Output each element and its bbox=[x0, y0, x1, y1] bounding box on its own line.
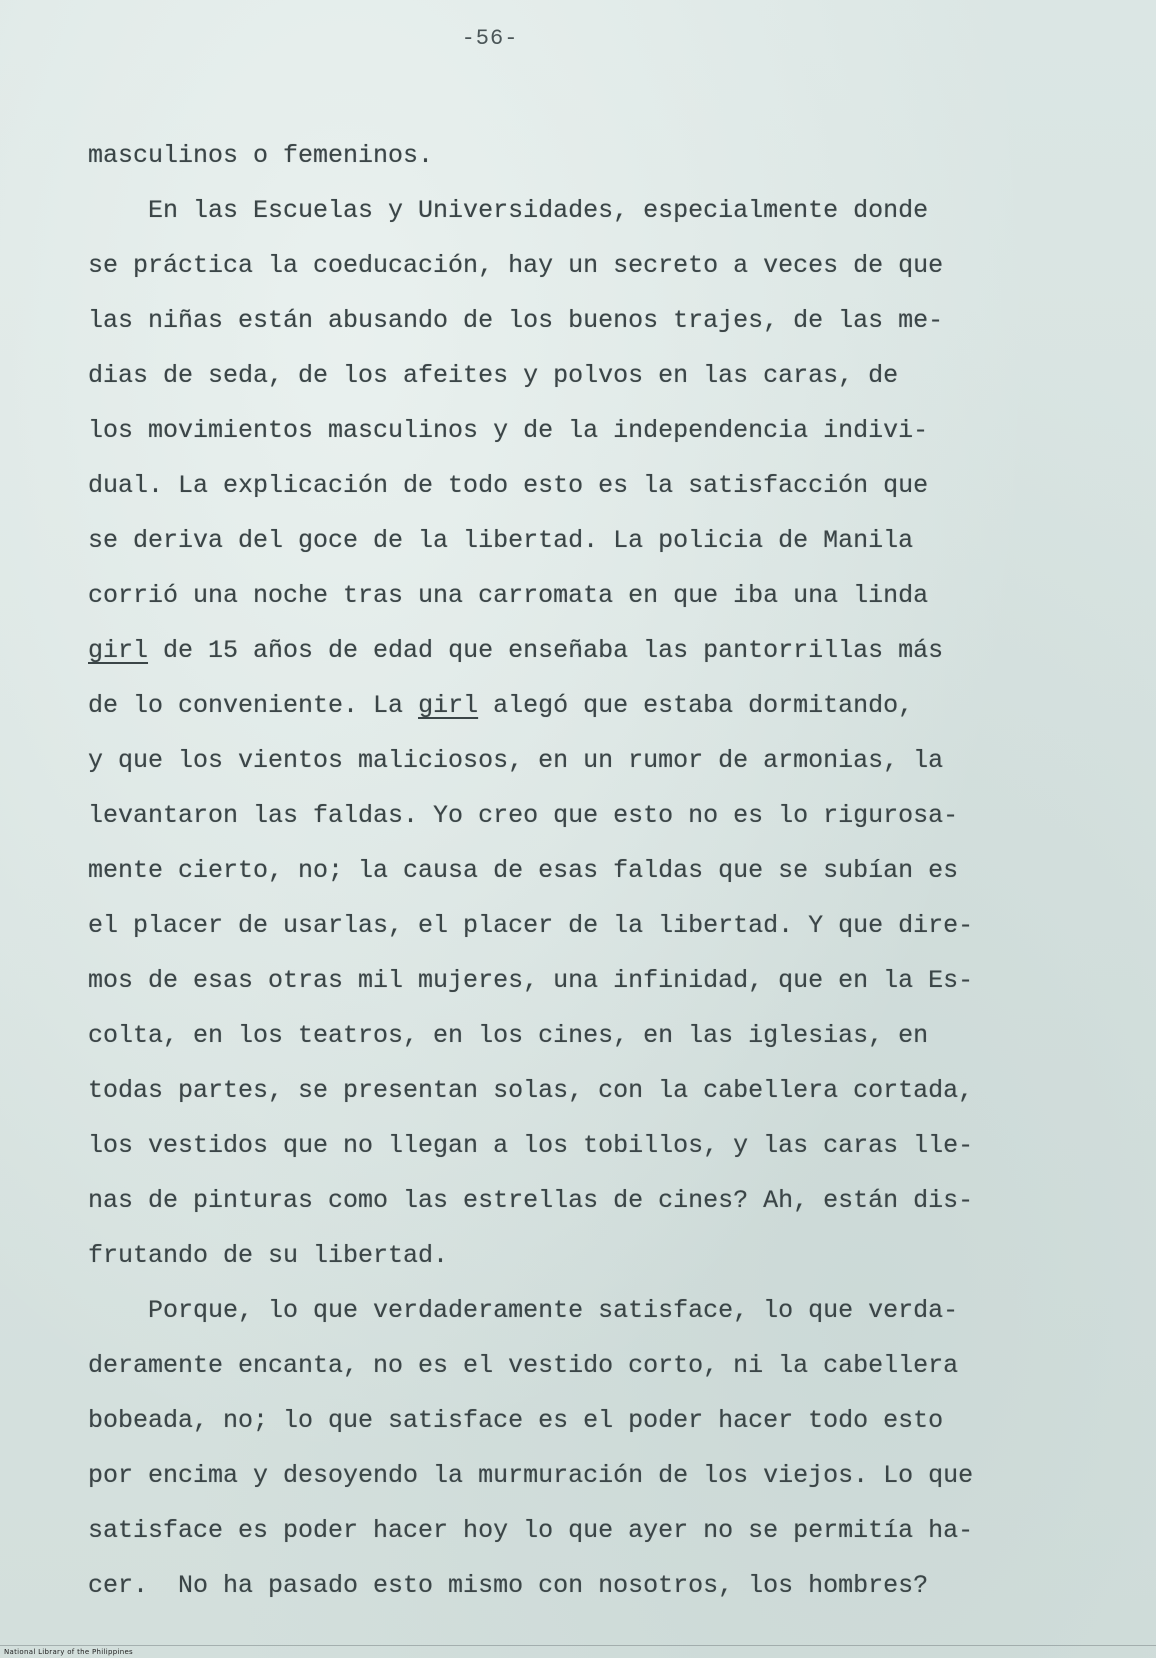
text-line: los movimientos masculinos y de la independencia indivi- bbox=[88, 416, 929, 445]
text-line: el placer de usarlas, el placer de la libertad. Y que dire- bbox=[88, 911, 974, 940]
text-line: nas de pinturas como las estrellas de cines? Ah, están dis- bbox=[88, 1186, 974, 1215]
text-line: masculinos o femeninos. bbox=[88, 141, 434, 170]
text-line: los vestidos que no llegan a los tobillos, y las caras lle- bbox=[88, 1131, 974, 1160]
text-line: dual. La explicación de todo esto es la satisfacción que bbox=[88, 471, 929, 500]
underlined-word: girl bbox=[88, 636, 149, 665]
text-line: satisface es poder hacer hoy lo que ayer no se permitía ha- bbox=[88, 1516, 974, 1545]
text-line: y que los vientos maliciosos, en un rumor de armonias, la bbox=[88, 746, 944, 775]
text-line: En las Escuelas y Universidades, especialmente donde bbox=[88, 196, 929, 225]
text-line: las niñas están abusando de los buenos trajes, de las me- bbox=[88, 306, 944, 335]
footer-label: National Library of the Philippines bbox=[4, 1648, 133, 1656]
text-line: mos de esas otras mil mujeres, una infinidad, que en la Es- bbox=[88, 966, 974, 995]
text-line: cer. No ha pasado esto mismo con nosotros, los hombres? bbox=[88, 1571, 929, 1600]
text-line: dias de seda, de los afeites y polvos en las caras, de bbox=[88, 361, 899, 390]
text-line: colta, en los teatros, en los cines, en las iglesias, en bbox=[88, 1021, 929, 1050]
body-text bbox=[88, 128, 1078, 1613]
text-line: deramente encanta, no es el vestido corto, ni la cabellera bbox=[88, 1351, 959, 1380]
page-number: -56- bbox=[461, 26, 519, 51]
text-line: mente cierto, no; la causa de esas faldas que se subían es bbox=[88, 856, 959, 885]
bottom-divider bbox=[0, 1645, 1156, 1646]
text-line: corrió una noche tras una carromata en que iba una linda bbox=[88, 581, 929, 610]
text-line: bobeada, no; lo que satisface es el poder hacer todo esto bbox=[88, 1406, 944, 1435]
text-line: levantaron las faldas. Yo creo que esto no es lo rigurosa- bbox=[88, 801, 959, 830]
text-line: de lo conveniente. La girl alegó que estaba dormitando, bbox=[88, 691, 914, 720]
underlined-word: girl bbox=[418, 691, 479, 720]
text-line: girl de 15 años de edad que enseñaba las pantorrillas más bbox=[88, 636, 944, 665]
text-line: por encima y desoyendo la murmuración de los viejos. Lo que bbox=[88, 1461, 974, 1490]
text-line: todas partes, se presentan solas, con la cabellera cortada, bbox=[88, 1076, 974, 1105]
text-line: Porque, lo que verdaderamente satisface, lo que verda- bbox=[88, 1296, 959, 1325]
text-line: frutando de su libertad. bbox=[88, 1241, 449, 1270]
text-line: se práctica la coeducación, hay un secreto a veces de que bbox=[88, 251, 944, 280]
text-line: se deriva del goce de la libertad. La policia de Manila bbox=[88, 526, 914, 555]
